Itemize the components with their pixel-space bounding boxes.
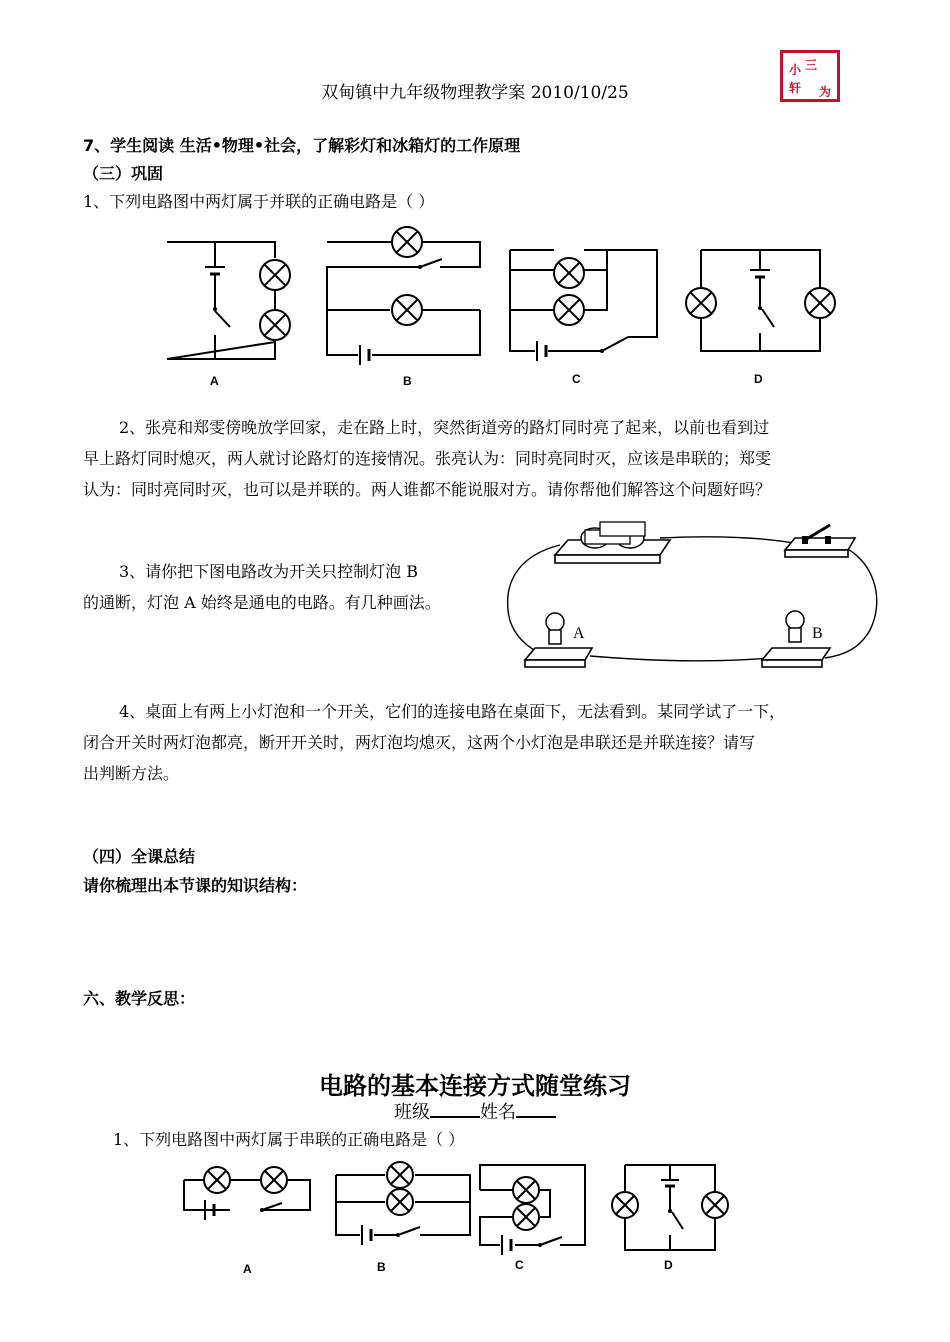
series-label-a: A bbox=[243, 1262, 252, 1276]
physical-circuit-figure bbox=[500, 510, 890, 680]
q3-line: 3、请你把下图电路改为开关只控制灯泡 B bbox=[119, 562, 419, 581]
question-2 bbox=[83, 412, 883, 505]
name-blank[interactable] bbox=[516, 1098, 556, 1118]
circuit-a bbox=[167, 242, 290, 359]
series-circuit-c bbox=[480, 1165, 585, 1255]
series-circuit-b bbox=[336, 1162, 470, 1245]
seal-char: 轩 bbox=[789, 81, 802, 95]
q4-line: 4、桌面上有两上小灯泡和一个开关，它们的连接电路在桌面下，无法看到。某同学试了一下， bbox=[119, 702, 786, 721]
seal-stamp bbox=[780, 50, 840, 102]
lamp-b-label: B bbox=[812, 625, 823, 642]
page-header: 双甸镇中九年级物理教学案 2010/10/25 bbox=[321, 83, 629, 103]
label-a: A bbox=[210, 374, 219, 388]
q4-line: 出判断方法。 bbox=[83, 764, 180, 783]
series-circuit-figures bbox=[170, 1155, 730, 1285]
summary-prompt: 请你梳理出本节课的知识结构： bbox=[83, 876, 308, 895]
circuit-d bbox=[686, 250, 835, 351]
series-label-d: D bbox=[664, 1258, 673, 1272]
question-1: 1、下列电路图中两灯属于并联的正确电路是（ ） bbox=[83, 192, 435, 211]
circuit-b bbox=[327, 227, 480, 365]
practice-title: 电路的基本连接方式随堂练习 bbox=[319, 1072, 631, 1100]
summary-heading: （四）全课总结 bbox=[83, 847, 196, 866]
practice-question-1: 1、下列电路图中两灯属于串联的正确电路是（ ） bbox=[113, 1130, 465, 1149]
lamp-b-device bbox=[762, 611, 830, 667]
seal-char: 小 bbox=[789, 63, 802, 77]
series-circuit-d bbox=[612, 1165, 728, 1250]
reflection-heading: 六、教学反思： bbox=[83, 989, 196, 1008]
parallel-circuit-figures bbox=[150, 225, 850, 395]
q2-line: 早上路灯同时熄灭，两人就讨论路灯的连接情况。张亮认为：同时亮同时灭，应该是串联的；郑雯 bbox=[83, 449, 772, 468]
label-c: C bbox=[572, 372, 581, 386]
lamp-a-label: A bbox=[573, 625, 585, 642]
series-circuit-a bbox=[184, 1167, 310, 1220]
q2-line: 2、张亮和郑雯傍晚放学回家，走在路上时，突然街道旁的路灯同时亮了起来，以前也看到过 bbox=[119, 418, 770, 437]
section-7-text: 7、学生阅读 生活•物理•社会，了解彩灯和冰箱灯的工作原理 bbox=[83, 136, 521, 155]
q2-line: 认为：同时亮同时灭，也可以是并联的。两人谁都不能说服对方。请你帮他们解答这个问题好吗？ bbox=[83, 480, 772, 499]
series-label-b: B bbox=[377, 1260, 386, 1274]
consolidate-heading: （三）巩固 bbox=[83, 164, 164, 183]
label-d: D bbox=[754, 372, 763, 386]
class-blank[interactable] bbox=[430, 1098, 480, 1118]
question-3 bbox=[83, 556, 503, 618]
battery-box bbox=[555, 522, 670, 563]
q4-line: 闭合开关时两灯泡都亮，断开开关时，两灯泡均熄灭，这两个小灯泡是串联还是并联连接？请写 bbox=[83, 733, 756, 752]
name-label: 姓名 bbox=[480, 1102, 516, 1123]
circuit-c bbox=[510, 250, 657, 361]
class-label: 班级 bbox=[394, 1102, 430, 1123]
question-4 bbox=[83, 696, 883, 789]
q3-line: 的通断，灯泡 A 始终是通电的电路。有几种画法。 bbox=[83, 593, 441, 612]
class-name-line bbox=[0, 1098, 950, 1124]
seal-char: 三 bbox=[805, 58, 818, 72]
label-b: B bbox=[403, 374, 412, 388]
lamp-a-device bbox=[525, 613, 592, 667]
series-label-c: C bbox=[515, 1258, 524, 1272]
switch-device bbox=[785, 525, 855, 557]
seal-char: 为 bbox=[819, 85, 832, 99]
